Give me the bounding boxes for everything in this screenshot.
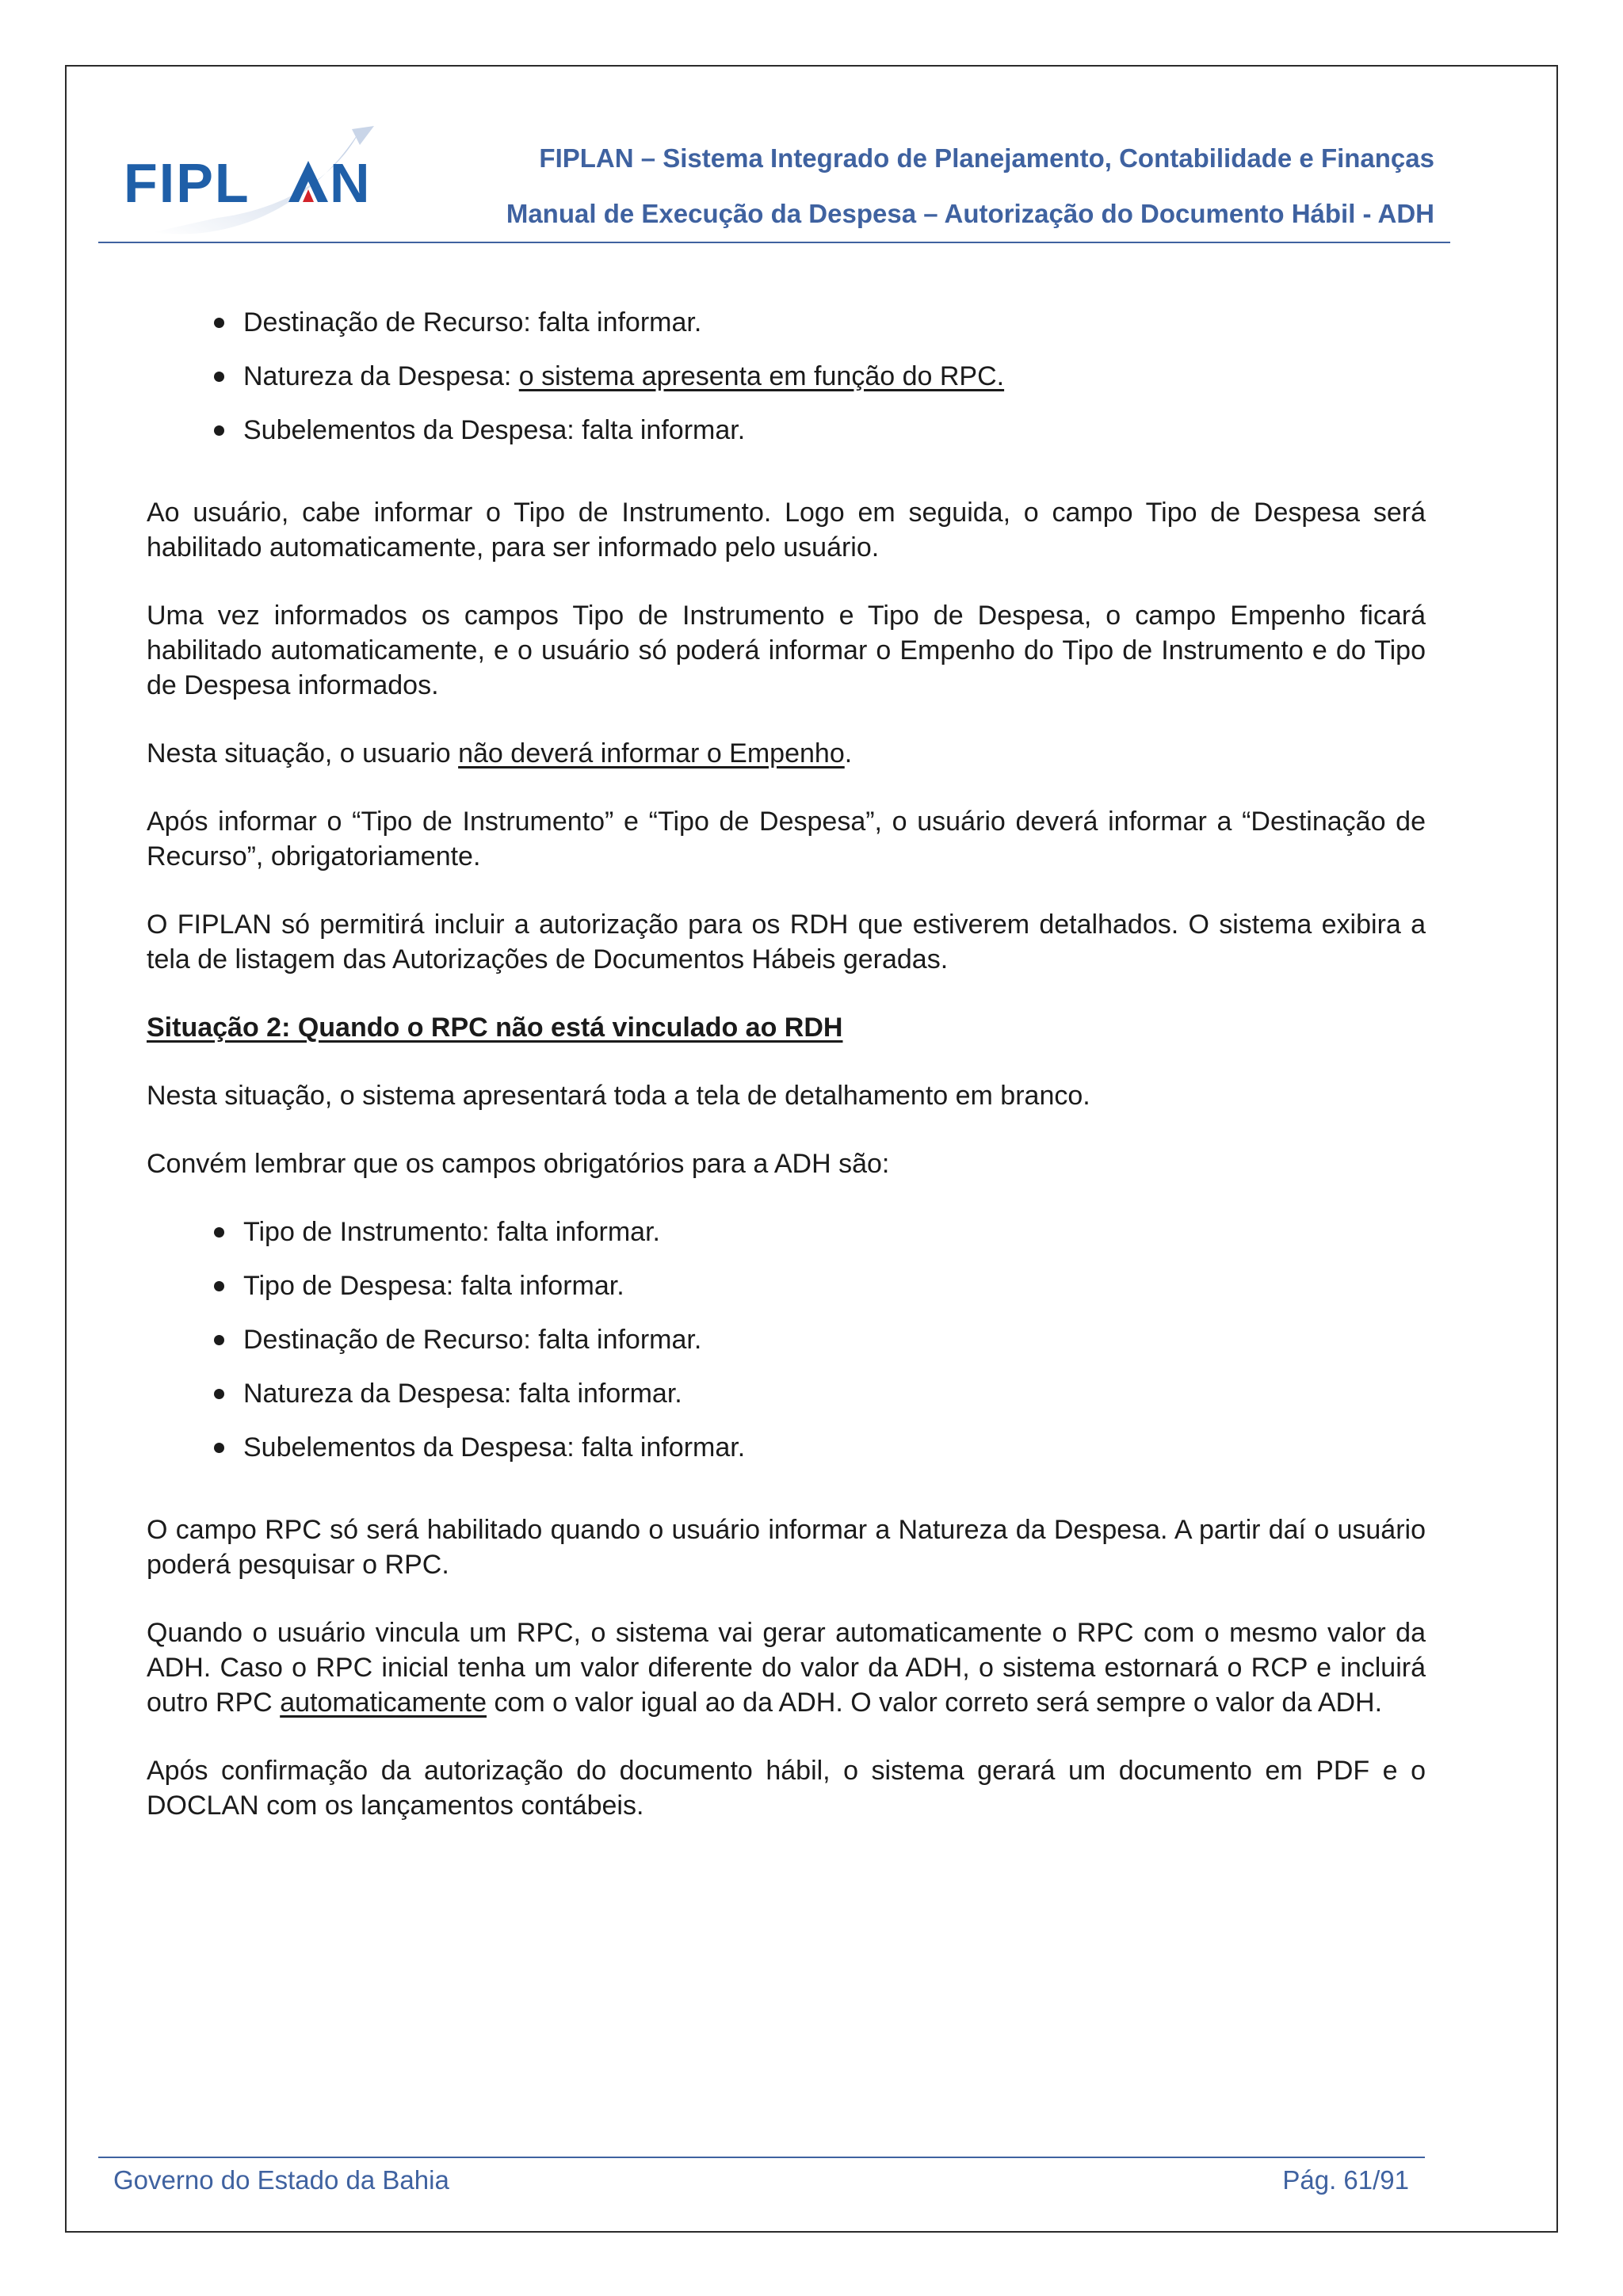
- page-content: [147, 305, 1426, 1856]
- footer-organization: Governo do Estado da Bahia: [113, 2165, 449, 2195]
- document-title: FIPLAN – Sistema Integrado de Planejamento, Contabilidade e Finanças: [539, 143, 1434, 173]
- page-header: [98, 123, 1450, 243]
- paragraph: Nesta situação, o sistema apresentará toda a tela de detalhamento em branco.: [147, 1081, 1090, 1111]
- paragraph: Após informar o “Tipo de Instrumento” e “Tipo de Despesa”, o usuário deverá informar a “Destinação de Recurso”, obrigatoriamente.: [147, 807, 1426, 871]
- list-item: Natureza da Despesa: o sistema apresenta em função do RPC.: [147, 359, 1426, 394]
- bullet-icon: [214, 1389, 224, 1399]
- paragraph: O campo RPC só será habilitado quando o usuário informar a Natureza da Despesa. A partir daí o usuário poderá pesquisar o RPC.: [147, 1515, 1426, 1580]
- document-subtitle: Manual de Execução da Despesa – Autorização do Documento Hábil - ADH: [506, 199, 1434, 228]
- list-item: Destinação de Recurso: falta informar.: [147, 305, 1426, 340]
- bullet-list-2: [147, 1215, 1426, 1465]
- bullet-icon: [214, 1443, 224, 1453]
- paragraph: Após confirmação da autorização do documento hábil, o sistema gerará um documento em PDF e o DOCLAN com os lançamentos contábeis.: [147, 1756, 1426, 1821]
- paragraph: Nesta situação, o usuario não deverá informar o Empenho.: [147, 738, 853, 769]
- list-item: Destinação de Recurso: falta informar.: [147, 1322, 1426, 1357]
- paragraph: Quando o usuário vincula um RPC, o sistema vai gerar automaticamente o RPC com o mesmo valor da ADH. Caso o RPC inicial tenha um valor diferente do valor da ADH, o sistema estornará o RCP e incluirá outro RPC automaticamente com o valor igual ao da ADH. O valor correto será sempre o valor da ADH.: [147, 1618, 1426, 1718]
- list-item: Subelementos da Despesa: falta informar.: [147, 1430, 1426, 1465]
- fiplan-logo: [122, 123, 376, 242]
- footer-divider: [98, 2157, 1425, 2158]
- svg-text:FIPL: FIPL: [124, 152, 250, 214]
- bullet-icon: [214, 425, 224, 436]
- bullet-icon: [214, 372, 224, 382]
- paragraph: Convém lembrar que os campos obrigatórios para a ADH são:: [147, 1149, 890, 1179]
- paragraph: O FIPLAN só permitirá incluir a autorização para os RDH que estiverem detalhados. O sistema exibira a tela de listagem das Autorizações de Documentos Hábeis geradas.: [147, 910, 1426, 974]
- bullet-icon: [214, 1227, 224, 1238]
- bullet-list-1: [147, 305, 1426, 448]
- bullet-icon: [214, 1335, 224, 1345]
- bullet-icon: [214, 1281, 224, 1291]
- paragraph: Uma vez informados os campos Tipo de Instrumento e Tipo de Despesa, o campo Empenho ficará habilitado automaticamente, e o usuário só poderá informar o Empenho do Tipo de Instrumento e do Tipo de Despesa informados.: [147, 601, 1426, 700]
- list-item: Tipo de Instrumento: falta informar.: [147, 1215, 1426, 1249]
- list-item: Natureza da Despesa: falta informar.: [147, 1376, 1426, 1411]
- svg-text:N: N: [330, 152, 370, 214]
- paragraph: Ao usuário, cabe informar o Tipo de Instrumento. Logo em seguida, o campo Tipo de Despesa será habilitado automaticamente, para ser informado pelo usuário.: [147, 498, 1426, 563]
- bullet-icon: [214, 318, 224, 328]
- list-item: Subelementos da Despesa: falta informar.: [147, 413, 1426, 448]
- section-heading: Situação 2: Quando o RPC não está vinculado ao RDH: [147, 1013, 843, 1043]
- list-item: Tipo de Despesa: falta informar.: [147, 1268, 1426, 1303]
- header-divider: [98, 242, 1450, 243]
- page-number: Pág. 61/91: [1282, 2165, 1409, 2195]
